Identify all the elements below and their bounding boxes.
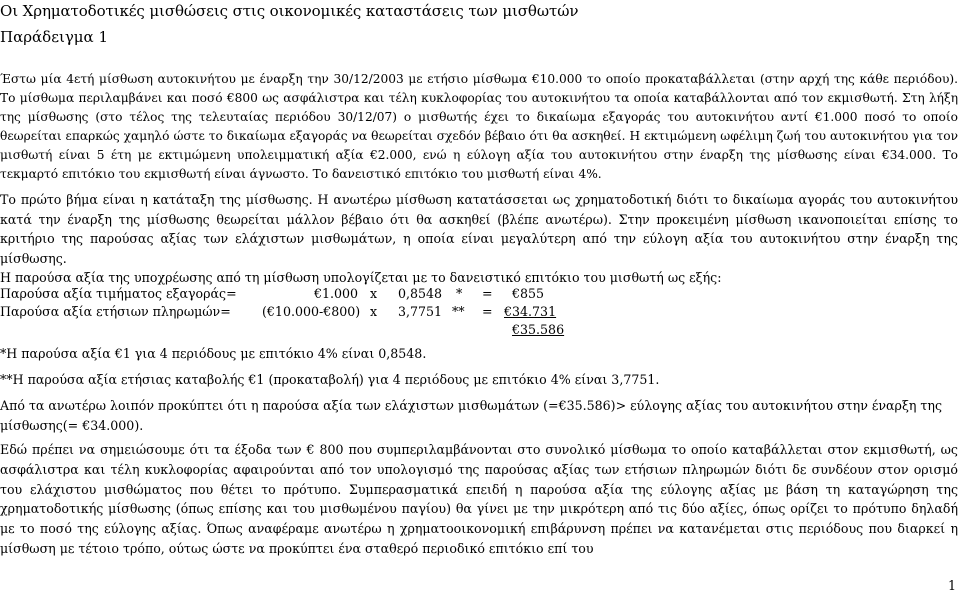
expenses-note-paragraph: Εδώ πρέπει να σημειώσουμε ότι τα έξοδα των € 800 που συμπεριλαμβάνονται στο συνολικό μίσθωμα το οποίο καταβάλλεται στον εκμισθωτή, ως ασφάλιστρα και τέλη κυκλοφορίας αφαιρούνται από τον υπολογισμό της παρούσας αξίας των ετήσιων πληρωμών διότι δε συνδέουν στον ορισμό του ελάχιστου μισθώματος που θέτει το πρότυπο. Συμπερασματικά επειδή η παρούσα αξία της εύλογης αξίας με βάση τη καταγώρηση της χρηματοδοτικής μίσθωσης (όπως επίσης και του μισθωμένου παγίου) θα γίνει με την μικρότερη από τις δύο αξίες, όπως ορίζει το πρότυπο δηλαδή με το ποσό της εύλογης αξίας. Όπως αναφέραμε ανωτέρω η χρηματοοικονομική επιβάρυνση πρέπει να κατανέμεται στις περιόδους που διαρκεί η μίσθωση με τέτοιο τρόπο, ούτως ώστε να προκύπτει ένα σταθερό περιοδικό επιτόκιο επί του bbox=[0, 442, 958, 556]
calc-result: €34.731 bbox=[504, 304, 557, 319]
calc-footnote-mark: ** bbox=[452, 304, 465, 319]
calc-total: €35.586 bbox=[512, 322, 565, 337]
lease-description-paragraph: Έστω μία 4ετή μίσθωση αυτοκινήτου με έναρξη την 30/12/2003 με ετήσιο μίσθωμα €10.000 το οποίο προκαταβάλλεται (στην αρχή της κάθε περιόδου). Το μίσθωμα περιλαμβάνει και ποσό €800 ως ασφάλιστρα και τέλη κυκλοφορίας του αυτοκινήτου τα οποία καταβάλλονται από τον εκμισθωτή. Στη λήξη της μίσθωσης (στο τέλος της τελευταίας περιόδου 30/12/07) ο μισθωτής έχει το δικαίωμα εξαγοράς του αυτοκινήτου αντί €1.000 ποσό το οποίο θεωρείται επαρκώς χαμηλό ώστε το δικαίωμα εξαγοράς να θεωρείται σχεδόν βέβαιο ότι θα ασκηθεί. Η εκτιμώμενη ωφέλιμη ζωή του αυτοκινήτου για τον μισθωτή είναι 5 έτη με εκτιμώμενη υπολειμματική αξία €2.000, ενώ η εύλογη αξία του αυτοκινήτου στην έναρξη της μίσθωσης είναι €34.000. Το τεκμαρτό επιτόκιο του εκμισθωτή είναι άγνωστο. Το δανειστικό επιτόκιο του μισθωτή είναι 4%. bbox=[0, 72, 958, 181]
page-number: 1 bbox=[947, 578, 956, 593]
calc-equals: = bbox=[482, 304, 493, 319]
calc-label: Παρούσα αξία ετήσιων πληρωμών= bbox=[0, 304, 231, 319]
calc-amount: (€10.000-€800) bbox=[262, 304, 361, 319]
calc-factor: 3,7751 bbox=[398, 304, 443, 319]
classification-paragraph bbox=[0, 190, 958, 288]
classification-text: Το πρώτο βήμα είναι η κατάταξη της μίσθωσης. Η ανωτέρω μίσθωση κατατάσσεται ως χρηματοδοτική διότι το δικαίωμα αγοράς του αυτοκινήτου κατά την έναρξη της μίσθωσης θεωρείται μάλλον βέβαιο ότι θα ασκηθεί (βλέπε ανωτέρω). Στην προκειμένη μίσθωση ικανοποιείται επίσης το κριτήριο της παρούσας αξίας των ελάχιστων μισθωμάτων, η οποία είναι μεγαλύτερη από την εύλογη αξία του αυτοκινήτου στην έναρξη της μίσθωσης. bbox=[0, 192, 958, 266]
calc-equals: = bbox=[482, 286, 493, 301]
conclusion-paragraph: Από τα ανωτέρω λοιπόν προκύπτει ότι η παρούσα αξία των ελάχιστων μισθωμάτων (=€35.586)> εύλογης αξίας του αυτοκινήτου στην έναρξη της μίσθωσης(= €34.000). bbox=[0, 398, 942, 433]
example-heading: Παράδειγμα 1 bbox=[0, 28, 108, 46]
calc-footnote-mark: * bbox=[456, 286, 463, 301]
calc-operator: x bbox=[370, 286, 378, 301]
calc-factor: 0,8548 bbox=[398, 286, 443, 301]
calc-amount: €1.000 bbox=[314, 286, 359, 301]
calc-operator: x bbox=[370, 304, 378, 319]
footnote-1: *Η παρούσα αξία €1 για 4 περιόδους με επιτόκιο 4% είναι 0,8548. bbox=[0, 346, 427, 361]
liability-intro-text: Η παρούσα αξία της υποχρέωσης από τη μίσθωση υπολογίζεται με το δανειστικό επιτόκιο του μισθωτή ως εξής: bbox=[0, 270, 722, 285]
page-title: Οι Χρηματοδοτικές μισθώσεις στις οικονομικές καταστάσεις των μισθωτών bbox=[0, 2, 579, 20]
calc-label: Παρούσα αξία τιμήματος εξαγοράς= bbox=[0, 286, 237, 301]
calc-result: €855 bbox=[512, 286, 545, 301]
footnote-2: **Η παρούσα αξία ετήσιας καταβολής €1 (προκαταβολή) για 4 περιόδους με επιτόκιο 4% είναι 3,7751. bbox=[0, 372, 660, 387]
